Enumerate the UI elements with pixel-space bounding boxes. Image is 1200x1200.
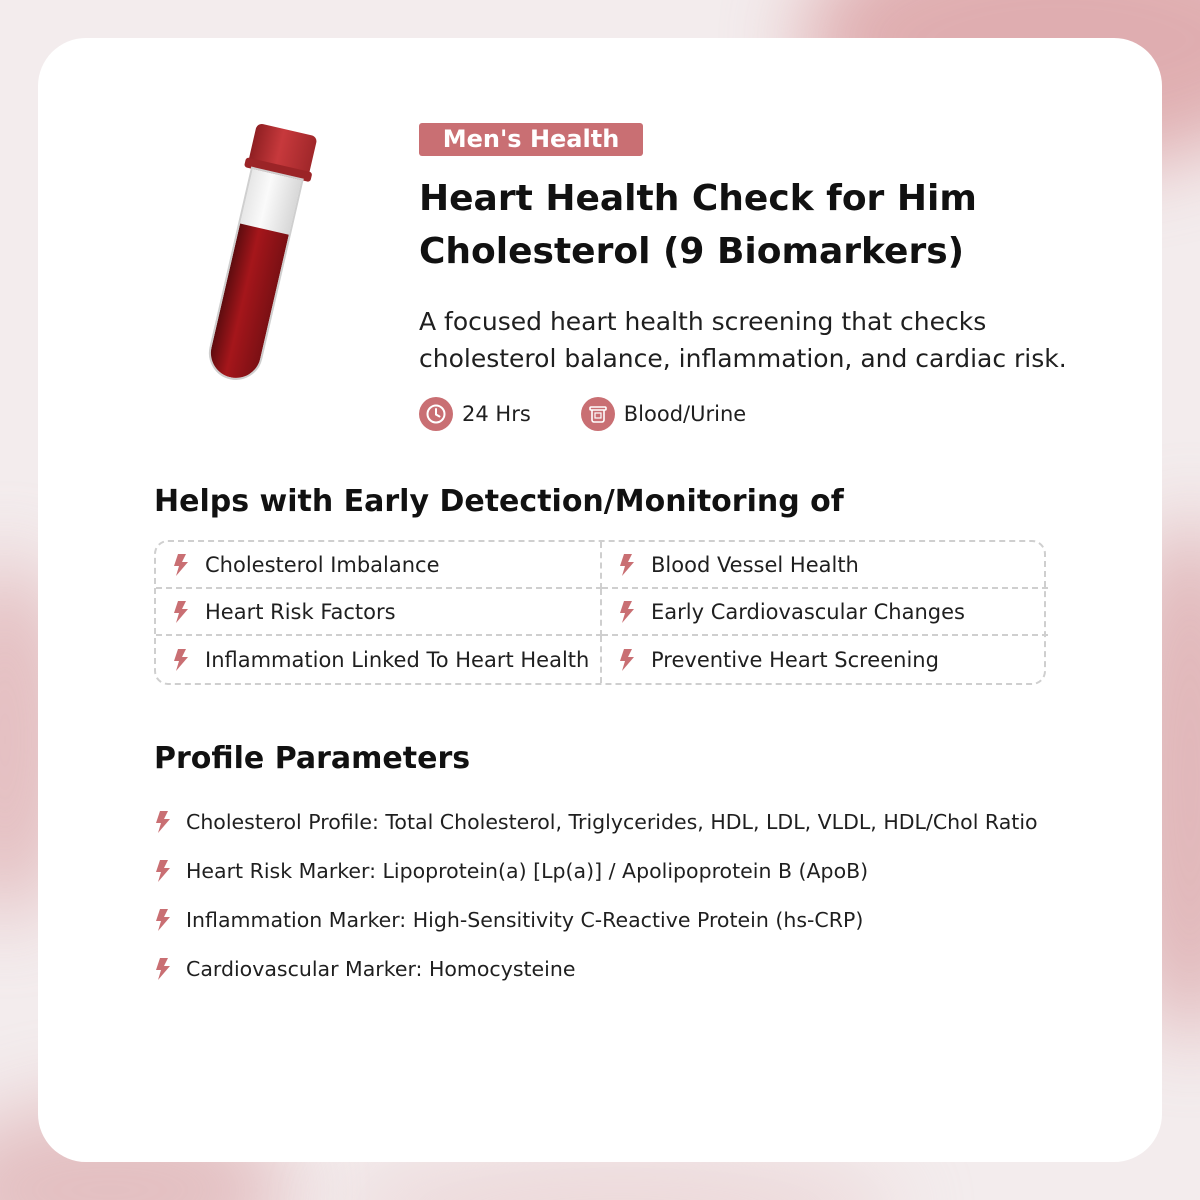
- turnaround-time: [419, 397, 531, 431]
- bolt-icon: [172, 601, 190, 623]
- detection-item-label: Heart Risk Factors: [205, 599, 396, 624]
- bolt-icon: [618, 554, 636, 576]
- detection-item-label: Cholesterol Imbalance: [205, 552, 440, 577]
- category-badge: Men's Health: [419, 123, 643, 156]
- bolt-icon: [154, 860, 172, 882]
- bolt-icon: [154, 811, 172, 833]
- bolt-icon: [154, 909, 172, 931]
- parameter-item: [154, 895, 1114, 944]
- sample-type-label: Blood/Urine: [623, 402, 747, 426]
- product-description: [419, 303, 1119, 377]
- tube-blood: [206, 224, 289, 383]
- bolt-icon: [172, 649, 190, 671]
- parameter-item: [154, 944, 1114, 993]
- blood-test-tube-image: [205, 128, 325, 388]
- detection-heading: Helps with Early Detection/Monitoring of: [154, 484, 844, 519]
- turnaround-label: 24 Hrs: [462, 402, 531, 426]
- detection-item: [156, 589, 602, 636]
- parameters-heading: Profile Parameters: [154, 741, 471, 776]
- product-title: [419, 172, 1119, 278]
- description-line-2: cholesterol balance, inflammation, and cardiac risk.: [419, 344, 1067, 373]
- parameter-item: [154, 846, 1114, 895]
- detection-grid: [154, 540, 1046, 685]
- parameter-label: Cardiovascular Marker: Homocysteine: [186, 956, 576, 981]
- parameter-label: Heart Risk Marker: Lipoprotein(a) [Lp(a)] / Apolipoprotein B (ApoB): [186, 858, 869, 883]
- bolt-icon: [172, 554, 190, 576]
- detection-item: [602, 636, 1048, 683]
- detection-item: [156, 542, 602, 589]
- clock-icon: [419, 397, 453, 431]
- tube-glass: [204, 167, 304, 386]
- parameter-label: Cholesterol Profile: Total Cholesterol, Triglycerides, HDL, LDL, VLDL, HDL/Chol Ratio: [186, 809, 1038, 834]
- bolt-icon: [618, 649, 636, 671]
- detection-item-label: Early Cardiovascular Changes: [651, 599, 965, 624]
- title-line-2: Cholesterol (9 Biomarkers): [419, 231, 965, 272]
- parameter-item: [154, 797, 1114, 846]
- detection-item-label: Blood Vessel Health: [651, 552, 859, 577]
- parameters-list: [154, 797, 1114, 993]
- detection-item: [156, 636, 602, 683]
- description-line-1: A focused heart health screening that checks: [419, 307, 987, 336]
- detection-item: [602, 542, 1048, 589]
- detection-item-label: Preventive Heart Screening: [651, 647, 939, 672]
- test-meta: [419, 397, 796, 431]
- sample-type: [581, 397, 746, 431]
- bolt-icon: [154, 958, 172, 980]
- detection-item-label: Inflammation Linked To Heart Health: [205, 647, 590, 672]
- title-line-1: Heart Health Check for Him: [419, 178, 977, 219]
- parameter-label: Inflammation Marker: High-Sensitivity C-Reactive Protein (hs-CRP): [186, 907, 864, 932]
- detection-item: [602, 589, 1048, 636]
- sample-cup-icon: [581, 397, 615, 431]
- bolt-icon: [618, 601, 636, 623]
